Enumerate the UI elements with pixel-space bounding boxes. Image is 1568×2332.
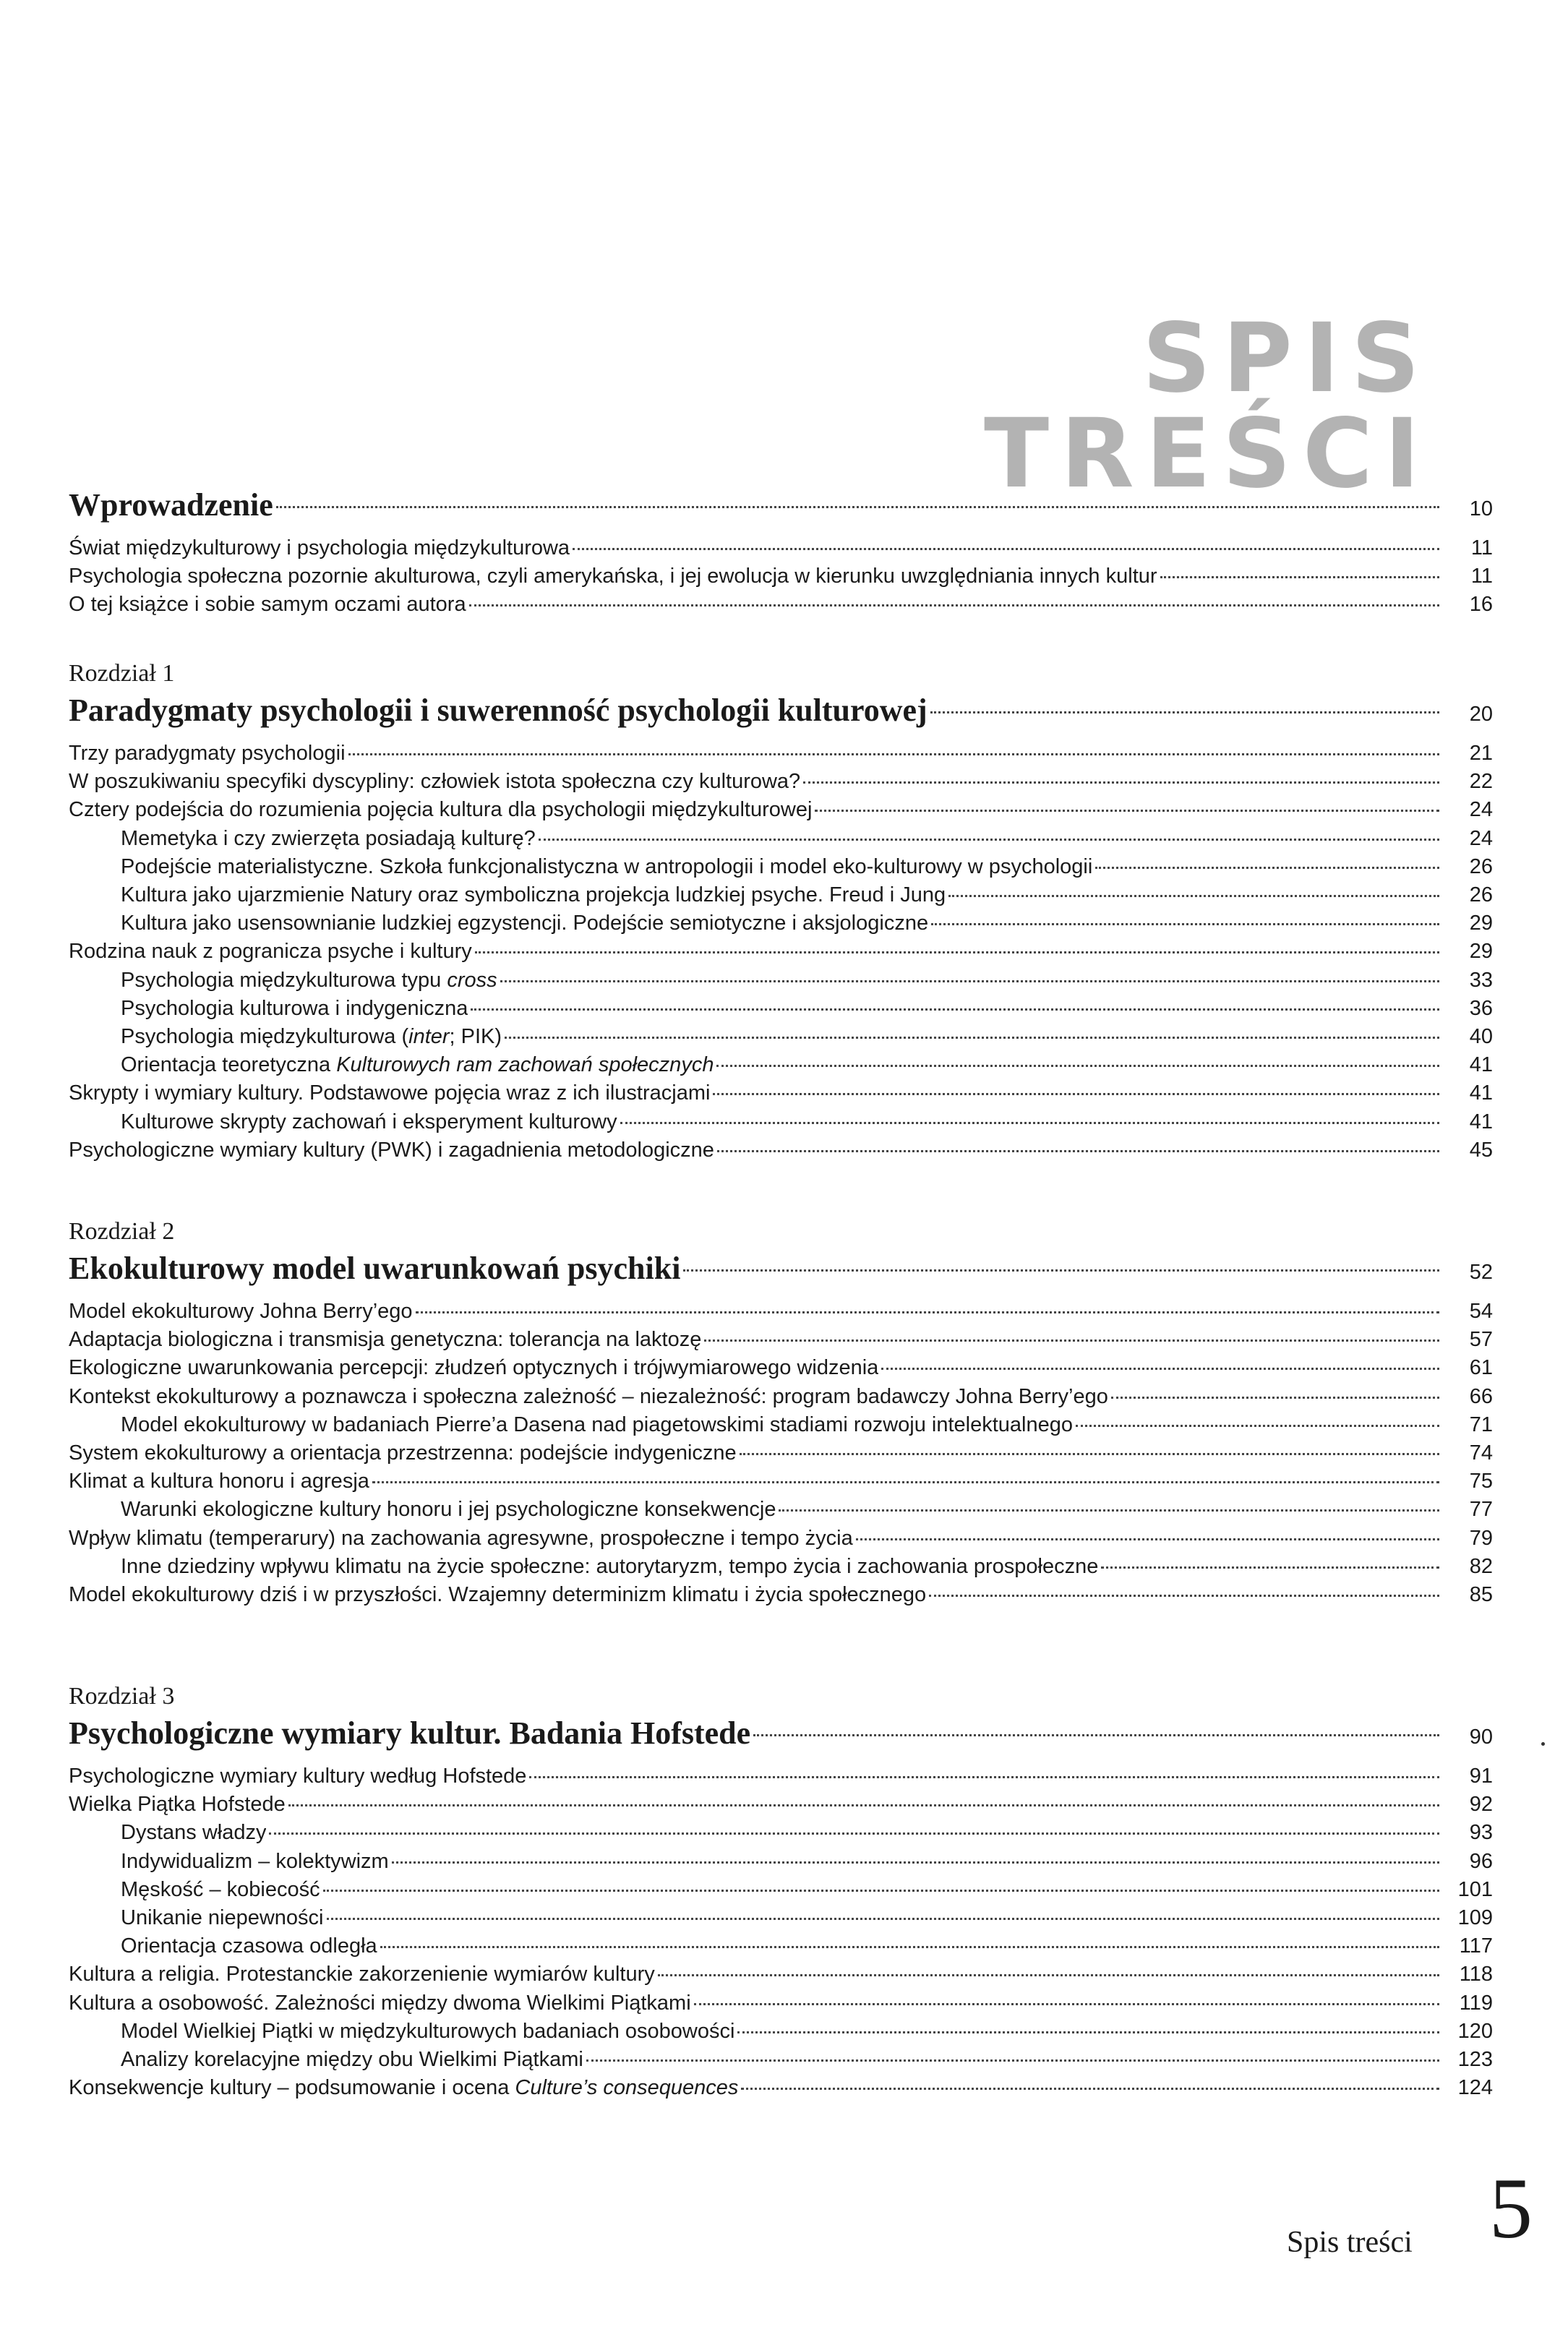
dot-leader xyxy=(276,506,1439,508)
dot-leader xyxy=(529,1776,1439,1778)
toc-entry-title: Model ekokulturowy w badaniach Pierre’a Dasena nad piagetowskimi stadiami rozwoju intelektualnego xyxy=(121,1413,1073,1436)
dot-leader xyxy=(1095,867,1439,869)
toc-page-number: 41 xyxy=(1469,1053,1493,1077)
title-part: ; PIK) xyxy=(449,1025,502,1049)
intro-section xyxy=(69,484,1493,620)
toc-page-number: 61 xyxy=(1469,1356,1493,1380)
toc-entry xyxy=(69,1079,1493,1107)
dot-leader xyxy=(856,1538,1439,1540)
toc-page-number: 117 xyxy=(1459,1934,1493,1958)
toc-entry-title: Psychologiczne wymiary kultury według Hofstede xyxy=(69,1765,527,1788)
toc-entry xyxy=(69,534,1493,562)
toc-entry-title: Unikanie niepewności xyxy=(121,1906,324,1930)
dot-leader xyxy=(931,923,1439,925)
toc-entry-title: Model ekokulturowy Johna Berry’ego xyxy=(69,1300,413,1323)
dot-leader xyxy=(469,604,1439,606)
dot-leader xyxy=(930,711,1439,713)
toc-subentry xyxy=(69,995,1493,1023)
toc-page-number: 118 xyxy=(1459,1963,1493,1986)
toc-entry-title xyxy=(69,1051,714,1079)
dot-leader xyxy=(372,1481,1439,1483)
page-number: 5 xyxy=(1489,2160,1533,2256)
toc-page-number: 24 xyxy=(1469,798,1493,822)
toc-entry xyxy=(69,591,1493,619)
toc-entry xyxy=(69,1989,1493,2018)
toc-subentry xyxy=(69,909,1493,938)
title-italic-part: inter xyxy=(408,1025,450,1049)
toc-entry xyxy=(69,2074,1493,2102)
page-title: SPIS TREŚCI xyxy=(984,303,1431,510)
toc-entry-title: Kultura a religia. Protestanckie zakorzenienie wymiarów kultury xyxy=(69,1963,655,1986)
toc-heading-title: Ekokulturowy model uwarunkowań psychiki xyxy=(69,1251,681,1286)
toc-page-number: 119 xyxy=(1459,1991,1493,2015)
toc-page-number: 29 xyxy=(1469,912,1493,935)
toc-entry-title: Warunki ekologiczne kultury honoru i jej psychologiczne konsekwencje xyxy=(121,1498,776,1522)
toc-page-number: 120 xyxy=(1457,2019,1493,2043)
toc-subentry xyxy=(69,2018,1493,2046)
title-part: Psychologia międzykulturowa ( xyxy=(121,1025,409,1049)
toc-page-number: 79 xyxy=(1469,1526,1493,1550)
dot-leader xyxy=(683,1269,1439,1272)
toc-subentry xyxy=(69,1876,1493,1904)
dot-leader xyxy=(881,1368,1439,1370)
toc-entry-title: O tej książce i sobie samym oczami autora xyxy=(69,593,466,617)
toc-page-number: 11 xyxy=(1470,565,1493,588)
toc-entry-title: Cztery podejścia do rozumienia pojęcia kultura dla psychologii międzykulturowej xyxy=(69,798,813,822)
toc-page-number: 52 xyxy=(1469,1261,1493,1284)
toc-entry-title: Kontekst ekokulturowy a poznawcza i społeczna zależność – niezależność: program badawczy Johna Berry’ego xyxy=(69,1384,1108,1408)
toc-entry-title: W poszukiwaniu specyfiki dyscypliny: człowiek istota społeczna czy kulturowa? xyxy=(69,770,801,794)
toc-subentry xyxy=(69,1819,1493,1847)
toc-entry-title: Kultura a osobowość. Zależności między dwoma Wielkimi Piątkami xyxy=(69,1991,691,2015)
dot-leader xyxy=(416,1311,1439,1313)
toc-page-number: 71 xyxy=(1469,1413,1493,1436)
dot-leader xyxy=(505,1037,1439,1039)
dot-leader xyxy=(716,1065,1439,1067)
toc-entry xyxy=(69,1298,1493,1326)
toc-entry-title: Dystans władzy xyxy=(121,1821,267,1845)
dot-leader xyxy=(658,1974,1439,1976)
dot-leader xyxy=(323,1890,1439,1892)
toc-entry-title: Psychologia społeczna pozornie akulturowa, czyli amerykańska, i jej ewolucja w kierunku uwzględniania innych kultur xyxy=(69,565,1157,588)
toc-page-number: 96 xyxy=(1469,1849,1493,1873)
toc-page-number: 74 xyxy=(1469,1441,1493,1465)
title-italic-part: Kulturowych ram zachowań społecznych xyxy=(336,1053,714,1077)
toc-entry xyxy=(69,1791,1493,1819)
chapter-1-section xyxy=(69,658,1493,1165)
toc-page-number: 90 xyxy=(1469,1726,1493,1749)
toc-entry xyxy=(69,1762,1493,1791)
toc-subentry xyxy=(69,1108,1493,1136)
dot-leader xyxy=(500,980,1439,982)
toc-entry-title: Adaptacja biologiczna i transmisja genetyczna: tolerancja na laktozę xyxy=(69,1328,702,1352)
toc-entry-title: Indywidualizm – kolektywizm xyxy=(121,1849,389,1873)
toc-entry-title: Podejście materialistyczne. Szkoła funkcjonalistyczna w antropologii i model eko-kulturowy w psychologii xyxy=(121,854,1093,878)
dot-leader xyxy=(753,1734,1439,1736)
title-italic-part: cross xyxy=(447,968,497,992)
dot-leader xyxy=(1101,1566,1439,1569)
toc-entry-title: System ekokulturowy a orientacja przestrzenna: podejście indygeniczne xyxy=(69,1441,737,1465)
toc-entry xyxy=(69,1960,1493,1989)
dot-leader xyxy=(740,1453,1439,1455)
toc-page-number: 20 xyxy=(1469,703,1493,726)
toc-page-number: 77 xyxy=(1469,1498,1493,1522)
toc-entry xyxy=(69,796,1493,824)
toc-subentry xyxy=(69,966,1493,995)
toc-entry xyxy=(69,768,1493,796)
toc-subentry xyxy=(69,1932,1493,1960)
toc-entry-title: Psychologia kulturowa i indygeniczna xyxy=(121,996,468,1020)
chapter-label: Rozdział 1 xyxy=(69,660,175,687)
toc-entry-title: Klimat a kultura honoru i agresja xyxy=(69,1470,369,1493)
toc-entry-title xyxy=(69,1023,502,1051)
toc-entry-title: Analizy korelacyjne między obu Wielkimi Piątkami xyxy=(121,2048,583,2072)
dot-leader xyxy=(475,951,1439,953)
dot-leader xyxy=(741,2088,1439,2090)
toc-heading-title: Wprowadzenie xyxy=(69,487,273,523)
toc-page-number: 16 xyxy=(1469,593,1493,617)
dot-leader xyxy=(694,2003,1439,2005)
toc-page-number: 22 xyxy=(1469,770,1493,794)
toc-page-number: 36 xyxy=(1469,996,1493,1020)
toc-page-number: 41 xyxy=(1469,1110,1493,1133)
toc-subentry xyxy=(69,1848,1493,1876)
toc-entry xyxy=(69,1525,1493,1553)
dot-leader xyxy=(573,548,1439,550)
toc-entry-title: Model ekokulturowy dziś i w przyszłości. Wzajemny determinizm klimatu i życia społecznego xyxy=(69,1583,927,1607)
title-part: Konsekwencje kultury – podsumowanie i ocena xyxy=(69,2076,515,2100)
toc-heading xyxy=(69,690,1493,735)
dot-leader xyxy=(539,839,1439,841)
toc-heading-title: Psychologiczne wymiary kultur. Badania Hofstede xyxy=(69,1715,751,1751)
toc-page-number: 93 xyxy=(1469,1821,1493,1845)
toc-entry-title xyxy=(69,966,497,995)
toc-entry xyxy=(69,938,1493,966)
toc-page-number: 124 xyxy=(1457,2076,1493,2100)
toc-entry-title: Kultura jako usensownianie ludzkiej egzystencji. Podejście semiotyczne i aksjologiczne xyxy=(121,912,929,935)
toc-page-number: 92 xyxy=(1469,1793,1493,1817)
dot-leader xyxy=(713,1093,1439,1095)
toc-page-number: 45 xyxy=(1469,1138,1493,1162)
title-part: Psychologia międzykulturowa typu xyxy=(121,968,447,992)
toc-entry-title: Trzy paradygmaty psychologii xyxy=(69,742,346,765)
dot-leader xyxy=(269,1832,1439,1835)
toc-page-number: 109 xyxy=(1457,1906,1493,1930)
dot-leader xyxy=(803,781,1439,784)
toc-page-number: 24 xyxy=(1469,826,1493,850)
toc-entry-title: Kulturowe skrypty zachowań i eksperyment kulturowy xyxy=(121,1110,617,1133)
toc-entry-title: Wpływ klimatu (temperarury) na zachowania agresywne, prospołeczne i tempo życia xyxy=(69,1526,853,1550)
dot-leader xyxy=(815,810,1439,812)
title-part: Orientacja teoretyczna xyxy=(121,1053,337,1077)
toc-entry xyxy=(69,1326,1493,1354)
dot-leader xyxy=(586,2059,1439,2062)
toc-page-number: 101 xyxy=(1457,1877,1493,1901)
toc-entry-title: Model Wielkiej Piątki w międzykulturowych badaniach osobowości xyxy=(121,2019,735,2043)
toc-entry xyxy=(69,1136,1493,1165)
dot-leader xyxy=(327,1918,1440,1920)
toc-heading xyxy=(69,484,1493,530)
chapter-label: Rozdział 3 xyxy=(69,1683,175,1710)
toc-entry-title: Inne dziedziny wpływu klimatu na życie społeczne: autorytaryzm, tempo życia i zachowania prospołeczne xyxy=(121,1554,1099,1578)
toc-page-number: 21 xyxy=(1469,742,1493,765)
toc-page-number: 75 xyxy=(1469,1470,1493,1493)
toc-subentry xyxy=(69,1553,1493,1581)
toc-entry-title: Skrypty i wymiary kultury. Podstawowe pojęcia wraz z ich ilustracjami xyxy=(69,1081,711,1105)
toc-page-number: 10 xyxy=(1469,497,1493,520)
toc-heading xyxy=(69,1248,1493,1293)
toc-heading-title: Paradygmaty psychologii i suwerenność psychologii kulturowej xyxy=(69,693,927,728)
toc-entry-title: Kultura jako ujarzmienie Natury oraz symboliczna projekcja ludzkiej psyche. Freud i Jung xyxy=(121,883,946,907)
dot-leader xyxy=(717,1150,1439,1152)
toc-entry-title: Męskość – kobiecość xyxy=(121,1877,320,1901)
toc-entry-title: Świat międzykulturowy i psychologia międzykulturowa xyxy=(69,536,570,560)
running-footer: Spis treści xyxy=(1287,2226,1413,2259)
toc-heading xyxy=(69,1712,1493,1758)
toc-page-number: 41 xyxy=(1469,1081,1493,1105)
toc-subentry xyxy=(69,2046,1493,2074)
toc-page-number: 29 xyxy=(1469,940,1493,964)
toc-entry-title: Rodzina nauk z pogranicza psyche i kultury xyxy=(69,940,472,964)
dot-leader xyxy=(1160,576,1439,578)
chapter-3-section xyxy=(69,1681,1493,2102)
toc-entry xyxy=(69,740,1493,768)
toc-subentry xyxy=(69,853,1493,881)
toc-subentry xyxy=(69,1904,1493,1932)
toc-entry-title: Orientacja czasowa odległa xyxy=(121,1934,377,1958)
dot-leader xyxy=(288,1804,1439,1806)
toc-subentry xyxy=(69,1051,1493,1079)
title-italic-part: Culture’s consequences xyxy=(515,2076,739,2100)
chapter-label: Rozdział 2 xyxy=(69,1218,175,1245)
dot-leader xyxy=(348,753,1439,755)
toc-page-number: 57 xyxy=(1469,1328,1493,1352)
dot-leader xyxy=(779,1509,1439,1512)
toc-page-number: 11 xyxy=(1470,536,1493,560)
toc-entry-title: Psychologiczne wymiary kultury (PWK) i zagadnienia metodologiczne xyxy=(69,1138,714,1162)
toc-page-number: 33 xyxy=(1469,968,1493,992)
dot-leader xyxy=(620,1122,1439,1124)
toc-page-number: 82 xyxy=(1469,1554,1493,1578)
dot-leader xyxy=(471,1008,1439,1011)
dot-leader xyxy=(704,1339,1439,1342)
toc-page-number: 85 xyxy=(1469,1583,1493,1607)
dot-leader xyxy=(380,1946,1439,1948)
toc-page-number: 123 xyxy=(1457,2048,1493,2072)
toc-entry-title: Memetyka i czy zwierzęta posiadają kulturę? xyxy=(121,826,536,850)
toc-page-number: 26 xyxy=(1469,883,1493,907)
toc-entry xyxy=(69,1354,1493,1382)
toc-page-number: 40 xyxy=(1469,1025,1493,1049)
toc-entry-title: Ekologiczne uwarunkowania percepcji: złudzeń optycznych i trójwymiarowego widzenia xyxy=(69,1356,879,1380)
toc-entry-title xyxy=(69,2074,738,2102)
toc-subentry xyxy=(69,1023,1493,1051)
chapter-2-section xyxy=(69,1216,1493,1609)
dot-leader xyxy=(392,1861,1439,1864)
toc-subentry xyxy=(69,1411,1493,1439)
toc-entry xyxy=(69,1383,1493,1411)
toc-subentry xyxy=(69,825,1493,853)
dot-leader xyxy=(929,1595,1439,1597)
dot-leader xyxy=(1111,1397,1439,1399)
scan-speck xyxy=(1541,1742,1545,1746)
toc-page-number: 54 xyxy=(1469,1300,1493,1323)
dot-leader xyxy=(948,895,1439,897)
toc-page-number: 26 xyxy=(1469,854,1493,878)
toc-subentry xyxy=(69,881,1493,909)
dot-leader xyxy=(737,2031,1439,2033)
toc-page-number: 66 xyxy=(1469,1384,1493,1408)
toc-entry xyxy=(69,562,1493,591)
toc-entry xyxy=(69,1581,1493,1609)
toc-subentry xyxy=(69,1496,1493,1524)
dot-leader xyxy=(1076,1425,1439,1427)
toc-entry xyxy=(69,1467,1493,1496)
toc-page-number: 91 xyxy=(1469,1765,1493,1788)
toc-entry-title: Wielka Piątka Hofstede xyxy=(69,1793,286,1817)
toc-entry xyxy=(69,1439,1493,1467)
